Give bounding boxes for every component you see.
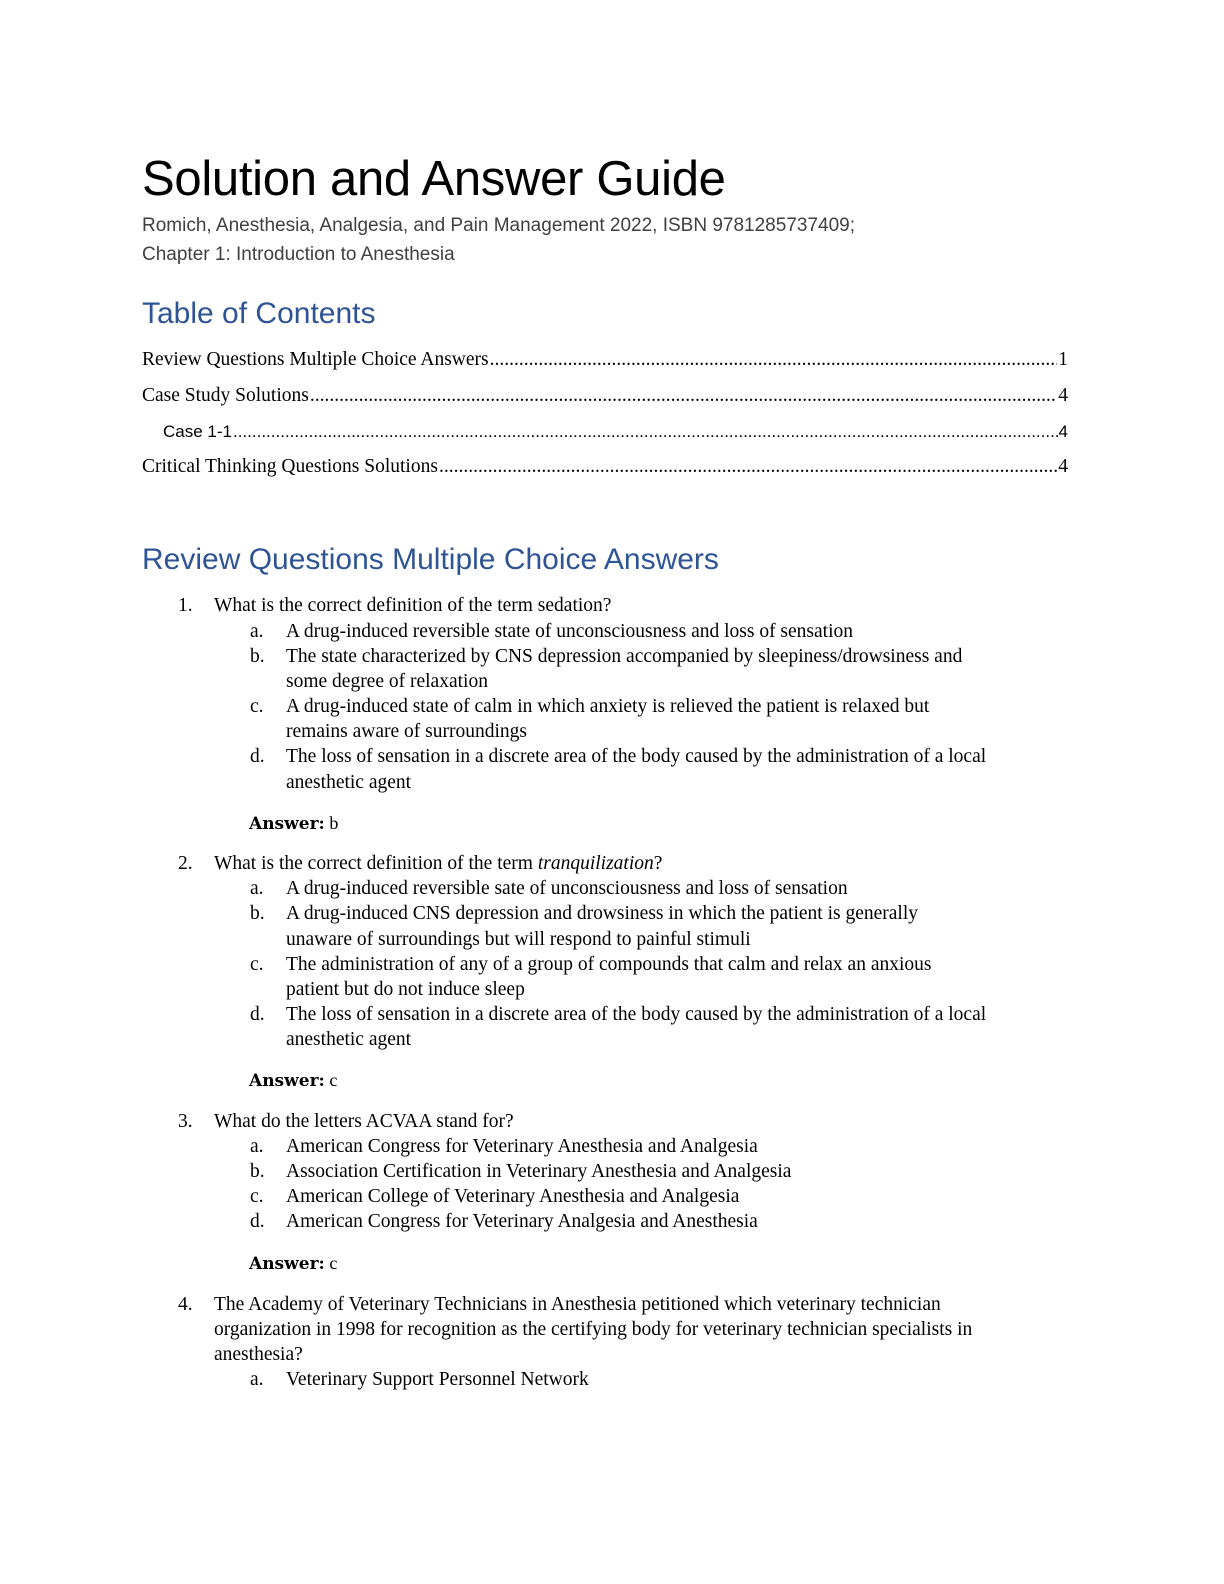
toc-entry-page: 4 [1058,456,1068,477]
subtitle-chapter: Chapter 1: Introduction to Anesthesia [142,244,455,265]
option-text-continued: anesthetic agent [286,1029,412,1050]
answer-label: Answer: [249,814,325,834]
option-letter: c. [250,696,264,717]
question-text: What do the letters ACVAA stand for? [214,1111,514,1132]
option-text: American Congress for Veterinary Analgesia and Anesthesia [286,1211,758,1232]
option-text: The administration of any of a group of compounds that calm and relax an anxious [286,954,932,975]
option-text: Association Certification in Veterinary Anesthesia and Analgesia [286,1161,792,1182]
option-letter: b. [250,903,265,924]
option-letter: b. [250,1161,265,1182]
question-number: 2. [178,853,193,874]
answer-value: c [329,1070,338,1090]
answer-value: b [329,813,339,833]
option-text: A drug-induced CNS depression and drowsiness in which the patient is generally [286,903,919,924]
section-heading-review-questions: Review Questions Multiple Choice Answers [142,543,719,576]
toc-entry-label: Case Study Solutions [142,385,309,406]
question-text-continued: anesthesia? [214,1344,303,1365]
page-title: Solution and Answer Guide [142,152,726,206]
question-text: The Academy of Veterinary Technicians in Anesthesia petitioned which veterinary technician [214,1294,941,1315]
question-number: 1. [178,595,193,616]
option-letter: a. [250,621,264,642]
toc-heading: Table of Contents [142,297,376,330]
subtitle-book-info: Romich, Anesthesia, Analgesia, and Pain Management 2022, ISBN 9781285737409; [142,215,856,236]
question-term: tranquilization [537,853,654,874]
toc-entry-critical-thinking[interactable] [142,455,1068,479]
option-text: The state characterized by CNS depression accompanied by sleepiness/drowsiness and [286,646,963,667]
option-letter: d. [250,1211,265,1232]
option-letter: a. [250,1369,264,1390]
option-text: American Congress for Veterinary Anesthesia and Analgesia [286,1136,758,1157]
answer-line [249,811,338,837]
question-text [214,851,662,876]
question-text: What is the correct definition of the term sedation? [214,595,612,616]
answer-label: Answer: [249,1071,325,1091]
option-text: A drug-induced reversible sate of unconsciousness and loss of sensation [286,878,848,899]
option-text-continued: some degree of relaxation [286,671,488,692]
question-number: 4. [178,1294,193,1315]
option-letter: b. [250,646,265,667]
answer-label: Answer: [249,1254,325,1274]
option-text: The loss of sensation in a discrete area of the body caused by the administration of a local [286,746,987,767]
toc-leader-dots [233,420,1058,444]
option-letter: d. [250,746,265,767]
question-text-continued: organization in 1998 for recognition as the certifying body for veterinary technician specialists in [214,1319,973,1340]
option-letter: d. [250,1004,265,1025]
option-text-continued: remains aware of surroundings [286,721,527,742]
option-letter: a. [250,878,264,899]
question-text-part: What is the correct definition of the term [214,853,538,874]
toc-entry-label: Critical Thinking Questions Solutions [142,456,438,477]
toc-leader-dots [439,455,1057,479]
toc-entry-label: Case 1-1 [163,422,232,441]
toc-leader-dots [310,384,1057,408]
answer-line [249,1068,337,1094]
answer-line [249,1251,337,1277]
option-text: Veterinary Support Personnel Network [286,1369,589,1390]
option-letter: c. [250,1186,264,1207]
option-letter: c. [250,954,264,975]
option-text: A drug-induced reversible state of unconsciousness and loss of sensation [286,621,854,642]
option-text-continued: patient but do not induce sleep [286,979,525,1000]
option-text-continued: unaware of surroundings but will respond to painful stimuli [286,929,751,950]
toc-entry-review-questions[interactable] [142,348,1068,372]
option-letter: a. [250,1136,264,1157]
toc-leader-dots [490,348,1058,372]
toc-entry-page: 4 [1058,385,1068,406]
toc-entry-label: Review Questions Multiple Choice Answers [142,349,489,370]
option-text-continued: anesthetic agent [286,772,412,793]
question-number: 3. [178,1111,193,1132]
option-text: A drug-induced state of calm in which anxiety is relieved the patient is relaxed but [286,696,930,717]
toc-entry-case-1-1[interactable] [163,420,1068,444]
option-text: The loss of sensation in a discrete area of the body caused by the administration of a local [286,1004,987,1025]
answer-value: c [329,1253,338,1273]
option-text: American College of Veterinary Anesthesia and Analgesia [286,1186,740,1207]
toc-entry-page: 1 [1058,349,1068,370]
toc-entry-case-study[interactable] [142,384,1068,408]
question-text-part: ? [653,853,663,874]
toc-entry-page: 4 [1058,422,1068,441]
